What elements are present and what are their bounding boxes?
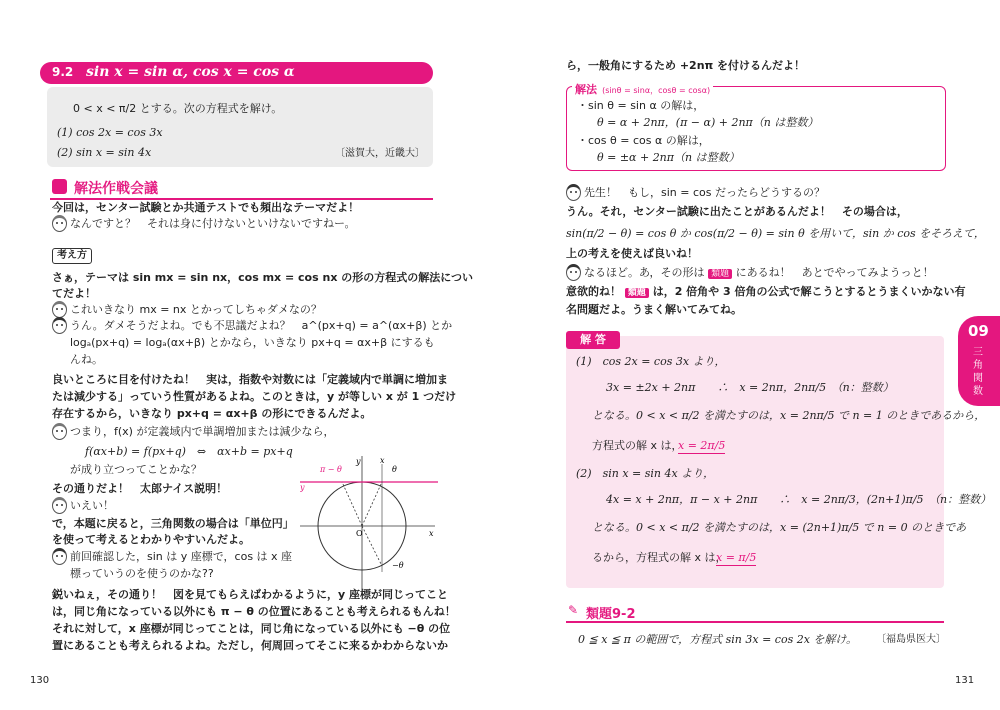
para-line: 先生！ もし，sin = cos だったらどうするの？ xyxy=(584,186,825,199)
problem-item-2: (2) sin x = sin 4x xyxy=(57,146,152,159)
para-text: なるほど。あ，その形は xyxy=(584,266,705,279)
intro-line-2: なんですと？ それは身に付けないといけないですねー。 xyxy=(70,217,356,230)
para-line: sin(π/2 − θ) = cos θ か cos(π/2 − θ) = sin θ を用いて，sin か cos をそろえて， xyxy=(566,227,985,240)
para-line: んね。 xyxy=(70,353,103,366)
chapter-number: 09 xyxy=(968,322,989,340)
answer-line: となる。0 < x < π/2 を満たすのは，x = 2nπ/5 で n = 1 のときであるから， xyxy=(592,409,986,422)
answer-line: 4x = x + 2nπ，π − x + 2nπ ∴ x = 2nπ/3，(2n+1)π/5 （n：整数） xyxy=(606,493,992,506)
student-avatar xyxy=(52,301,67,318)
unit-circle-diagram xyxy=(300,454,440,594)
para-line: それに対して，x 座標が同じってことは，同じ角になっている以外にも −θ の位 xyxy=(52,622,451,635)
para-text: 意欲的ね！ xyxy=(566,285,621,298)
para-line: うん。ダメそうだよね。でも不思議だよね？ a^(px+q) = a^(αx+β) とか xyxy=(70,319,453,332)
problem-source: 〔滋賀大，近畿大〕 xyxy=(335,148,425,159)
answer-line: (1) cos 2x = cos 3x より， xyxy=(576,355,726,368)
chat-icon xyxy=(52,179,67,194)
exercise-source: 〔福島県医大〕 xyxy=(876,634,946,645)
problem-header xyxy=(40,62,433,84)
answer-line: るから，方程式の解 x は， xyxy=(592,551,727,564)
theta-ray xyxy=(362,482,382,526)
problem-item-1: (1) cos 2x = cos 3x xyxy=(57,126,163,139)
para-line: てだよ！ xyxy=(52,287,96,300)
answer-line: 方程式の解 x は， xyxy=(592,439,683,452)
section-title xyxy=(50,178,433,200)
para-line: が成り立つってことかな？ xyxy=(70,463,202,476)
answer-tag: 解 答 xyxy=(566,331,620,349)
para-line: 置にあることも考えられるよね。ただし，何周回ってそこに来るかわからないか xyxy=(52,639,448,652)
answer-line: (2) sin x = sin 4x より， xyxy=(576,467,715,480)
pencil-icon: ✎ xyxy=(568,603,579,617)
problem-number: 9.2 xyxy=(52,65,74,79)
para-line: は，同じ角になっている以外にも π − θ の位置にあることも考えられるもんね！ xyxy=(52,605,456,618)
student-avatar xyxy=(566,264,581,281)
method-line: ・sin θ = sin α の解は， xyxy=(577,99,705,112)
answer-line: 3x = ±2x + 2nπ ∴ x = 2nπ，2nπ/5 （n：整数） xyxy=(606,381,894,394)
para-line: logₐ(px+q) = logₐ(αx+β) とかなら，いきなり px+q = αx+β にするも xyxy=(70,336,435,349)
answer-1-result: x = 2π/5 xyxy=(678,439,726,452)
para-line: 名問題だよ。うまく解いてみてね。 xyxy=(566,303,742,316)
intro-line-1: 今回は，センター試験とか共通テストでも頻出なテーマだよ！ xyxy=(52,201,360,214)
minus-theta-ray xyxy=(362,526,382,566)
para-line: 前回確認した，sin は y 座標で，cos は x 座 xyxy=(70,550,293,563)
exercise-text: 0 ≦ x ≦ π の範囲で，方程式 sin 3x = cos 2x を解け。 xyxy=(578,633,857,646)
student-avatar xyxy=(52,317,67,334)
para-line xyxy=(584,265,934,282)
para-line: これいきなり mx = nx とかってしちゃダメなの？ xyxy=(70,303,322,316)
para-line: ら，一般角にするため +2nπ を付けるんだよ！ xyxy=(566,59,806,72)
fig-y-axis-label: y xyxy=(356,457,361,466)
answer-line: となる。0 < x < π/2 を満たすのは，x = (2n+1)π/5 で n = 0 のときであ xyxy=(592,521,967,534)
equivalence-formula: f(αx+b) = f(px+q) ⇔ αx+b = px+q xyxy=(85,445,293,458)
problem-box xyxy=(47,87,433,167)
para-line: を使って考えるとわかりやすいんだよ。 xyxy=(52,533,250,546)
approach-tag: 考え方 xyxy=(52,248,92,264)
page-number-left: 130 xyxy=(30,675,50,686)
ruidai-tag: 類題 xyxy=(625,288,649,298)
problem-title: sin x = sin α, cos x = cos α xyxy=(86,64,295,80)
fig-x-level-label: x xyxy=(380,456,385,465)
para-line: 良いところに目を付けたね！ 実は，指数や対数には「定義域内で単調に増加ま xyxy=(52,373,448,386)
para-line: 鋭いねぇ，その通り！ 図を見てもらえばわかるように，y 座標が同じってこと xyxy=(52,588,448,601)
para-line: いえい！ xyxy=(70,499,114,512)
pi-minus-theta-ray xyxy=(342,482,362,526)
para-line: さぁ，テーマは sin mx = sin nx，cos mx = cos nx の形の方程式の解法につい xyxy=(52,271,474,284)
method-line: θ = α + 2nπ，(π − α) + 2nπ（n は整数） xyxy=(597,116,819,129)
student-avatar xyxy=(52,215,67,232)
para-line: 存在するから，いきなり px+q = αx+β の形にできるんだよ。 xyxy=(52,407,372,420)
student-avatar xyxy=(566,184,581,201)
fig-pi-minus-theta-label: π − θ xyxy=(320,465,342,474)
ruidai-tag: 類題 xyxy=(708,269,732,279)
para-text: にあるね！ あとでやってみようっと！ xyxy=(735,266,934,279)
para-line: で，本題に戻ると，三角関数の場合は「単位円」 xyxy=(52,517,294,530)
answer-2-result: x = π/5 xyxy=(716,551,757,564)
method-label xyxy=(572,78,713,97)
chapter-title: 三角関数 xyxy=(973,347,983,397)
problem-statement: 0 < x < π/2 とする。次の方程式を解け。 xyxy=(73,102,283,115)
method-line: θ = ±α + 2nπ（n は整数） xyxy=(597,151,740,164)
para-line: たは減少する」っていう性質があるよね。このときは，y が等しい x が 1 つだけ xyxy=(52,390,457,403)
method-label-text: 解法 xyxy=(575,83,597,96)
fig-theta-label: θ xyxy=(392,465,397,474)
para-line: 標っていうのを使うのかな?? xyxy=(70,567,214,580)
fig-minus-theta-label: −θ xyxy=(392,561,404,570)
exercise-title: 類題9-2 xyxy=(586,607,636,622)
para-line: 上の考えを使えば良いね！ xyxy=(566,247,698,260)
fig-x-axis-label: x xyxy=(429,529,434,538)
fig-origin-label: O xyxy=(356,529,363,538)
para-line xyxy=(566,284,966,301)
method-line: ・cos θ = cos α の解は， xyxy=(577,134,710,147)
para-line: その通りだよ！ 太郎ナイス説明！ xyxy=(52,482,228,495)
para-text: は，2 倍角や 3 倍角の公式で解こうとするとうまくいかない有 xyxy=(652,285,966,298)
section-title-text: 解法作戦会議 xyxy=(74,181,158,197)
fig-y-line-label: y xyxy=(300,483,305,492)
para-line: つまり，f(x) が定義域内で単調増加または減少なら， xyxy=(70,425,335,438)
page-number-right: 131 xyxy=(955,675,975,686)
student-avatar xyxy=(52,497,67,514)
student-avatar xyxy=(52,548,67,565)
exercise-header xyxy=(566,603,944,623)
method-label-sub: (sinθ = sinα，cosθ = cosα) xyxy=(602,86,711,95)
student-avatar xyxy=(52,423,67,440)
method-box xyxy=(566,86,946,171)
para-line: うん。それ，センター試験に出たことがあるんだよ！ その場合は， xyxy=(566,205,908,218)
chapter-tab[interactable] xyxy=(958,316,1000,406)
